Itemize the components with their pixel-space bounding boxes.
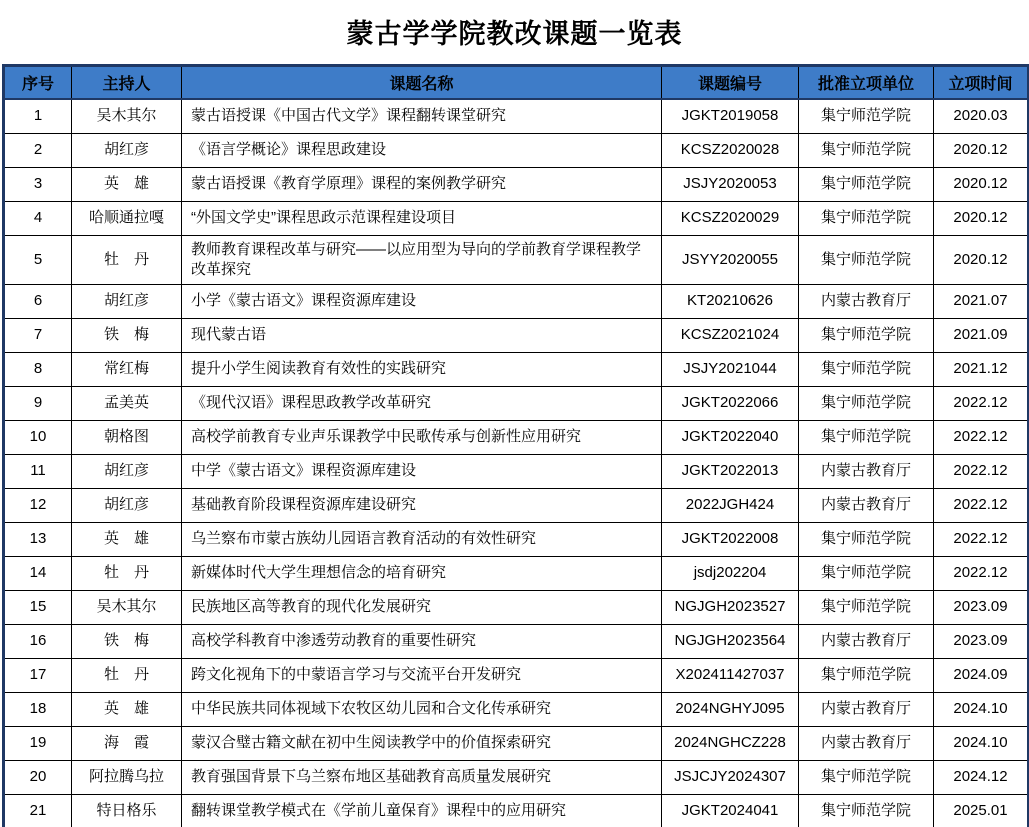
cell-leader: 特日格乐: [72, 795, 182, 827]
cell-approving-unit: 内蒙古教育厅: [799, 455, 934, 489]
cell-approving-unit: 内蒙古教育厅: [799, 489, 934, 523]
cell-project-id: KT20210626: [662, 285, 799, 319]
cell-approval-date: 2022.12: [934, 455, 1029, 489]
cell-approving-unit: 内蒙古教育厅: [799, 625, 934, 659]
cell-project-id: 2024NGHYJ095: [662, 693, 799, 727]
cell-index: 18: [4, 693, 72, 727]
cell-index: 2: [4, 133, 72, 167]
column-header-leader: 主持人: [72, 66, 182, 100]
cell-leader: 英 雄: [72, 167, 182, 201]
table-row: [4, 235, 1029, 285]
cell-project-id: NGJGH2023564: [662, 625, 799, 659]
cell-project-name: 教师教育课程改革与研究——以应用型为导向的学前教育学课程教学改革探究: [182, 235, 662, 285]
cell-approval-date: 2024.10: [934, 693, 1029, 727]
cell-approval-date: 2022.12: [934, 523, 1029, 557]
cell-approval-date: 2021.12: [934, 353, 1029, 387]
cell-project-id: JSJY2021044: [662, 353, 799, 387]
cell-project-id: 2024NGHCZ228: [662, 727, 799, 761]
table-row: [4, 421, 1029, 455]
table-body: [4, 99, 1029, 827]
cell-project-id: NGJGH2023527: [662, 591, 799, 625]
cell-index: 15: [4, 591, 72, 625]
cell-index: 10: [4, 421, 72, 455]
cell-project-id: JGKT2022040: [662, 421, 799, 455]
cell-project-id: JSYY2020055: [662, 235, 799, 285]
cell-approval-date: 2020.03: [934, 99, 1029, 133]
table-row: [4, 167, 1029, 201]
projects-table: [2, 64, 1029, 827]
cell-project-name: 中华民族共同体视域下农牧区幼儿园和合文化传承研究: [182, 693, 662, 727]
cell-project-name: 高校学前教育专业声乐课教学中民歌传承与创新性应用研究: [182, 421, 662, 455]
cell-approval-date: 2024.12: [934, 761, 1029, 795]
table-header: [4, 66, 1029, 100]
cell-leader: 吴木其尔: [72, 99, 182, 133]
cell-project-name: 蒙古语授课《中国古代文学》课程翻转课堂研究: [182, 99, 662, 133]
column-header-project-id: 课题编号: [662, 66, 799, 100]
cell-approving-unit: 内蒙古教育厅: [799, 285, 934, 319]
cell-leader: 孟美英: [72, 387, 182, 421]
cell-approval-date: 2022.12: [934, 557, 1029, 591]
cell-project-name: 蒙汉合璧古籍文献在初中生阅读教学中的价值探索研究: [182, 727, 662, 761]
cell-approving-unit: 集宁师范学院: [799, 795, 934, 827]
cell-approval-date: 2020.12: [934, 201, 1029, 235]
cell-approval-date: 2022.12: [934, 387, 1029, 421]
cell-leader: 胡红彦: [72, 455, 182, 489]
cell-approving-unit: 集宁师范学院: [799, 235, 934, 285]
cell-project-id: JGKT2024041: [662, 795, 799, 827]
cell-approving-unit: 集宁师范学院: [799, 659, 934, 693]
cell-index: 8: [4, 353, 72, 387]
cell-project-name: 教育强国背景下乌兰察布地区基础教育高质量发展研究: [182, 761, 662, 795]
cell-index: 5: [4, 235, 72, 285]
table-row: [4, 693, 1029, 727]
cell-project-id: JGKT2022013: [662, 455, 799, 489]
cell-project-name: 小学《蒙古语文》课程资源库建设: [182, 285, 662, 319]
header-row: [4, 66, 1029, 100]
cell-approving-unit: 集宁师范学院: [799, 557, 934, 591]
table-row: [4, 557, 1029, 591]
cell-leader: 铁 梅: [72, 625, 182, 659]
cell-approving-unit: 集宁师范学院: [799, 133, 934, 167]
cell-project-name: 提升小学生阅读教育有效性的实践研究: [182, 353, 662, 387]
cell-leader: 铁 梅: [72, 319, 182, 353]
page-title: 蒙古学学院教改课题一览表: [346, 19, 683, 49]
table-row: [4, 659, 1029, 693]
cell-index: 17: [4, 659, 72, 693]
cell-approval-date: 2024.09: [934, 659, 1029, 693]
table-row: [4, 201, 1029, 235]
cell-leader: 哈顺通拉嘎: [72, 201, 182, 235]
cell-project-id: X202411427037: [662, 659, 799, 693]
cell-approval-date: 2022.12: [934, 421, 1029, 455]
cell-leader: 牡 丹: [72, 659, 182, 693]
cell-index: 20: [4, 761, 72, 795]
cell-leader: 英 雄: [72, 523, 182, 557]
cell-index: 16: [4, 625, 72, 659]
cell-leader: 阿拉腾乌拉: [72, 761, 182, 795]
cell-project-id: KCSZ2020028: [662, 133, 799, 167]
cell-approving-unit: 集宁师范学院: [799, 167, 934, 201]
cell-project-id: KCSZ2020029: [662, 201, 799, 235]
table-row: [4, 387, 1029, 421]
cell-project-id: JGKT2022008: [662, 523, 799, 557]
cell-leader: 朝格图: [72, 421, 182, 455]
cell-leader: 海 霞: [72, 727, 182, 761]
cell-project-id: JGKT2019058: [662, 99, 799, 133]
cell-project-id: jsdj202204: [662, 557, 799, 591]
cell-approval-date: 2024.10: [934, 727, 1029, 761]
cell-index: 9: [4, 387, 72, 421]
cell-project-name: 乌兰察布市蒙古族幼儿园语言教育活动的有效性研究: [182, 523, 662, 557]
table-row: [4, 727, 1029, 761]
cell-index: 19: [4, 727, 72, 761]
cell-project-name: 跨文化视角下的中蒙语言学习与交流平台开发研究: [182, 659, 662, 693]
table-row: [4, 761, 1029, 795]
cell-project-id: JGKT2022066: [662, 387, 799, 421]
table-row: [4, 353, 1029, 387]
cell-index: 7: [4, 319, 72, 353]
cell-project-name: 高校学科教育中渗透劳动教育的重要性研究: [182, 625, 662, 659]
cell-leader: 胡红彦: [72, 133, 182, 167]
column-header-index: 序号: [4, 66, 72, 100]
cell-approving-unit: 集宁师范学院: [799, 523, 934, 557]
table-row: [4, 319, 1029, 353]
cell-leader: 胡红彦: [72, 285, 182, 319]
cell-approval-date: 2022.12: [934, 489, 1029, 523]
cell-project-name: 现代蒙古语: [182, 319, 662, 353]
column-header-approval-date: 立项时间: [934, 66, 1029, 100]
table-row: [4, 523, 1029, 557]
cell-approval-date: 2020.12: [934, 235, 1029, 285]
cell-approval-date: 2023.09: [934, 591, 1029, 625]
cell-approval-date: 2025.01: [934, 795, 1029, 827]
cell-project-name: 蒙古语授课《教育学原理》课程的案例教学研究: [182, 167, 662, 201]
table-row: [4, 625, 1029, 659]
cell-index: 14: [4, 557, 72, 591]
cell-approval-date: 2021.09: [934, 319, 1029, 353]
cell-approving-unit: 集宁师范学院: [799, 319, 934, 353]
column-header-project-name: 课题名称: [182, 66, 662, 100]
table-row: [4, 285, 1029, 319]
cell-index: 4: [4, 201, 72, 235]
cell-approving-unit: 集宁师范学院: [799, 353, 934, 387]
cell-approval-date: 2020.12: [934, 167, 1029, 201]
cell-approving-unit: 集宁师范学院: [799, 201, 934, 235]
table-row: [4, 591, 1029, 625]
table-row: [4, 489, 1029, 523]
table-row: [4, 795, 1029, 827]
cell-approving-unit: 集宁师范学院: [799, 421, 934, 455]
cell-leader: 常红梅: [72, 353, 182, 387]
cell-leader: 牡 丹: [72, 235, 182, 285]
cell-project-name: 中学《蒙古语文》课程资源库建设: [182, 455, 662, 489]
table-row: [4, 133, 1029, 167]
cell-project-id: JSJCJY2024307: [662, 761, 799, 795]
cell-project-id: 2022JGH424: [662, 489, 799, 523]
cell-approving-unit: 集宁师范学院: [799, 591, 934, 625]
cell-leader: 牡 丹: [72, 557, 182, 591]
cell-project-name: 《语言学概论》课程思政建设: [182, 133, 662, 167]
table-row: [4, 99, 1029, 133]
cell-leader: 英 雄: [72, 693, 182, 727]
cell-project-name: “外国文学史”课程思政示范课程建设项目: [182, 201, 662, 235]
cell-index: 11: [4, 455, 72, 489]
cell-project-id: KCSZ2021024: [662, 319, 799, 353]
table-row: [4, 455, 1029, 489]
cell-index: 13: [4, 523, 72, 557]
cell-project-name: 基础教育阶段课程资源库建设研究: [182, 489, 662, 523]
cell-project-name: 翻转课堂教学模式在《学前儿童保育》课程中的应用研究: [182, 795, 662, 827]
cell-leader: 吴木其尔: [72, 591, 182, 625]
cell-project-name: 民族地区高等教育的现代化发展研究: [182, 591, 662, 625]
cell-approving-unit: 内蒙古教育厅: [799, 693, 934, 727]
cell-index: 1: [4, 99, 72, 133]
cell-leader: 胡红彦: [72, 489, 182, 523]
cell-project-name: 新媒体时代大学生理想信念的培育研究: [182, 557, 662, 591]
cell-index: 3: [4, 167, 72, 201]
cell-index: 6: [4, 285, 72, 319]
cell-approval-date: 2020.12: [934, 133, 1029, 167]
cell-approval-date: 2021.07: [934, 285, 1029, 319]
column-header-approving-unit: 批准立项单位: [799, 66, 934, 100]
cell-project-name: 《现代汉语》课程思政教学改革研究: [182, 387, 662, 421]
cell-project-id: JSJY2020053: [662, 167, 799, 201]
cell-index: 21: [4, 795, 72, 827]
cell-index: 12: [4, 489, 72, 523]
cell-approving-unit: 集宁师范学院: [799, 99, 934, 133]
cell-approving-unit: 内蒙古教育厅: [799, 727, 934, 761]
cell-approving-unit: 集宁师范学院: [799, 387, 934, 421]
cell-approval-date: 2023.09: [934, 625, 1029, 659]
cell-approving-unit: 集宁师范学院: [799, 761, 934, 795]
